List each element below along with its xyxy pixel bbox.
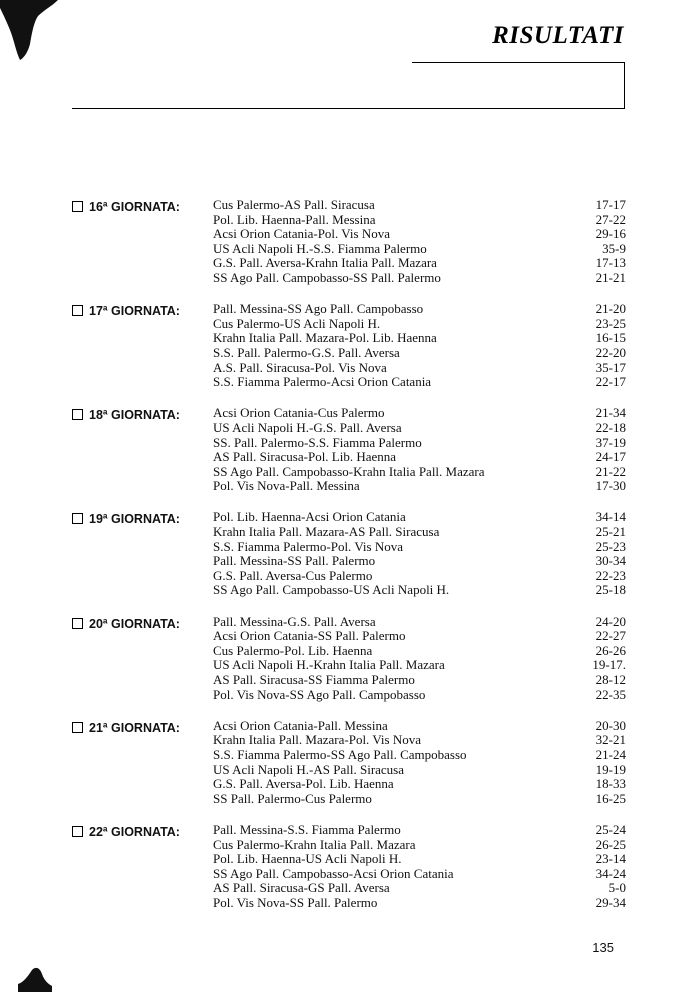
match-row	[213, 271, 626, 286]
match-row	[213, 361, 626, 376]
match-row	[213, 465, 626, 480]
round-label: 16ª GIORNATA:	[89, 200, 180, 214]
match-score: 29-34	[595, 894, 626, 910]
match-row	[213, 629, 626, 644]
match-teams: SS. Pall. Palermo-S.S. Fiamma Palermo	[213, 434, 422, 450]
round-heading	[72, 617, 212, 631]
round-block	[72, 823, 626, 911]
round-label: 21ª GIORNATA:	[89, 720, 180, 735]
match-teams: Cus Palermo-Krahn Italia Pall. Mazara	[213, 836, 416, 852]
match-row	[213, 881, 626, 896]
match-row	[213, 792, 626, 807]
match-row	[213, 896, 626, 911]
match-row	[213, 644, 626, 659]
match-teams: AS Pall. Siracusa-GS Pall. Aversa	[213, 880, 390, 896]
match-teams: AS Pall. Siracusa-Pol. Lib. Haenna	[213, 449, 397, 465]
match-score: 19-17.	[592, 657, 626, 673]
round-label: 22ª GIORNATA:	[89, 824, 180, 839]
match-row	[213, 554, 626, 569]
match-score: 35-17	[595, 359, 626, 375]
match-row	[213, 242, 626, 257]
match-score: 21-21	[595, 269, 626, 285]
match-row	[213, 777, 626, 792]
match-row	[213, 375, 626, 390]
match-score: 28-12	[595, 672, 626, 687]
match-row	[213, 719, 626, 734]
match-score: 22-17	[595, 374, 626, 390]
match-list	[213, 615, 626, 703]
match-score: 17-30	[595, 478, 626, 494]
match-teams: Cus Palermo-AS Pall. Siracusa	[213, 197, 375, 212]
match-teams: Pall. Messina-SS Ago Pall. Campobasso	[213, 301, 424, 317]
match-teams: US Acli Napoli H.-AS Pall. Siracusa	[213, 761, 405, 777]
round-block	[72, 615, 626, 703]
match-score: 24-20	[595, 613, 626, 629]
match-teams: Acsi Orion Catania-Cus Palermo	[213, 405, 385, 421]
match-score: 26-26	[595, 642, 626, 658]
header-rule	[72, 108, 624, 109]
checkbox-icon	[72, 201, 83, 212]
match-score: 26-25	[595, 836, 626, 852]
match-score: 32-21	[595, 732, 626, 748]
match-teams: G.S. Pall. Aversa-Cus Palermo	[213, 567, 373, 583]
checkbox-icon	[72, 305, 83, 316]
match-teams: Krahn Italia Pall. Mazara-AS Pall. Siracusa	[213, 524, 440, 540]
checkbox-icon	[72, 618, 83, 629]
match-teams: Pall. Messina-G.S. Pall. Aversa	[213, 613, 376, 629]
match-score: 29-16	[595, 226, 626, 242]
match-teams: Acsi Orion Catania-Pol. Vis Nova	[213, 226, 390, 242]
match-score: 25-23	[595, 538, 626, 554]
match-teams: US Acli Napoli H.-S.S. Fiamma Palermo	[213, 240, 427, 256]
match-teams: US Acli Napoli H.-G.S. Pall. Aversa	[213, 419, 402, 435]
match-score: 30-34	[595, 553, 626, 569]
match-teams: Acsi Orion Catania-Pall. Messina	[213, 717, 388, 733]
match-score: 34-24	[595, 865, 626, 881]
match-teams: S.S. Fiamma Palermo-Acsi Orion Catania	[213, 374, 432, 390]
match-teams: SS Ago Pall. Campobasso-US Acli Napoli H.	[213, 582, 450, 598]
match-score: 21-20	[595, 301, 626, 317]
match-list	[213, 510, 626, 598]
match-teams: US Acli Napoli H.-Krahn Italia Pall. Mazara	[213, 657, 445, 673]
round-heading	[72, 825, 212, 839]
match-teams: Pol. Vis Nova-SS Ago Pall. Campobasso	[213, 686, 426, 702]
page-number: 135	[592, 940, 614, 955]
match-row	[213, 450, 626, 465]
match-score: 27-22	[595, 211, 626, 227]
match-teams: AS Pall. Siracusa-SS Fiamma Palermo	[213, 672, 415, 687]
match-list	[213, 302, 626, 390]
round-label: 17ª GIORNATA:	[89, 304, 180, 319]
scan-artifact-top	[0, 0, 60, 62]
match-row	[213, 733, 626, 748]
match-teams: Pol. Lib. Haenna-Pall. Messina	[213, 211, 376, 227]
header-bracket	[412, 62, 625, 109]
checkbox-icon	[72, 722, 83, 733]
match-row	[213, 852, 626, 867]
match-teams: Pol. Vis Nova-SS Pall. Palermo	[213, 894, 378, 910]
match-row	[213, 421, 626, 436]
match-score: 18-33	[595, 776, 626, 792]
round-heading	[72, 512, 212, 526]
match-row	[213, 583, 626, 598]
match-score: 17-17	[595, 197, 626, 212]
match-score: 35-9	[602, 240, 626, 256]
match-list	[213, 406, 626, 494]
match-score: 20-30	[595, 717, 626, 733]
match-row	[213, 331, 626, 346]
round-heading	[72, 721, 212, 735]
match-score: 37-19	[595, 434, 626, 450]
match-score: 34-14	[595, 509, 626, 525]
match-score: 21-24	[595, 746, 626, 762]
match-list	[213, 198, 626, 286]
match-row	[213, 479, 626, 494]
match-teams: Krahn Italia Pall. Mazara-Pol. Lib. Haenna	[213, 330, 437, 346]
match-teams: A.S. Pall. Siracusa-Pol. Vis Nova	[213, 359, 387, 375]
round-label: 19ª GIORNATA:	[89, 512, 180, 527]
match-teams: Cus Palermo-US Acli Napoli H.	[213, 315, 381, 331]
match-row	[213, 688, 626, 703]
match-row	[213, 213, 626, 228]
match-teams: G.S. Pall. Aversa-Pol. Lib. Haenna	[213, 776, 394, 792]
scan-artifact-bottom	[18, 962, 52, 992]
checkbox-icon	[72, 826, 83, 837]
match-teams: S.S. Fiamma Palermo-Pol. Vis Nova	[213, 538, 404, 554]
match-score: 17-13	[595, 255, 626, 271]
round-block	[72, 406, 626, 494]
match-teams: Pol. Lib. Haenna-Acsi Orion Catania	[213, 509, 406, 525]
match-row	[213, 763, 626, 778]
round-block	[72, 198, 626, 286]
match-row	[213, 317, 626, 332]
match-row	[213, 406, 626, 421]
match-teams: Pol. Vis Nova-Pall. Messina	[213, 478, 360, 494]
match-score: 25-24	[595, 821, 626, 837]
match-teams: Pol. Lib. Haenna-US Acli Napoli H.	[213, 851, 402, 867]
match-list	[213, 823, 626, 911]
match-row	[213, 569, 626, 584]
match-score: 19-19	[595, 761, 626, 777]
checkbox-icon	[72, 409, 83, 420]
match-score: 22-23	[595, 567, 626, 583]
match-list	[213, 719, 626, 807]
match-teams: SS Ago Pall. Campobasso-Acsi Orion Catania	[213, 865, 454, 881]
match-row	[213, 867, 626, 882]
match-row	[213, 227, 626, 242]
round-heading	[72, 200, 212, 214]
match-score: 22-20	[595, 344, 626, 360]
round-label: 20ª GIORNATA:	[89, 616, 180, 631]
match-row	[213, 748, 626, 763]
round-label: 18ª GIORNATA:	[89, 408, 180, 423]
match-row	[213, 525, 626, 540]
round-block	[72, 719, 626, 807]
match-teams: S.S. Fiamma Palermo-SS Ago Pall. Campobasso	[213, 746, 467, 762]
match-row	[213, 256, 626, 271]
match-row	[213, 615, 626, 630]
match-score: 21-22	[595, 463, 626, 479]
match-row	[213, 302, 626, 317]
match-teams: SS Ago Pall. Campobasso-SS Pall. Palermo	[213, 269, 441, 285]
match-teams: G.S. Pall. Aversa-Krahn Italia Pall. Mazara	[213, 255, 437, 271]
match-teams: Pall. Messina-S.S. Fiamma Palermo	[213, 821, 401, 837]
results-list	[72, 198, 626, 927]
match-teams: S.S. Pall. Palermo-G.S. Pall. Aversa	[213, 344, 400, 360]
round-heading	[72, 304, 212, 318]
match-score: 25-21	[595, 524, 626, 540]
match-row	[213, 838, 626, 853]
match-score: 21-34	[595, 405, 626, 421]
match-row	[213, 436, 626, 451]
match-score: 24-17	[595, 449, 626, 465]
match-row	[213, 540, 626, 555]
match-teams: Acsi Orion Catania-SS Pall. Palermo	[213, 628, 406, 644]
match-score: 22-35	[595, 686, 626, 702]
page-title: RISULTATI	[492, 22, 624, 49]
match-score: 22-18	[595, 419, 626, 435]
match-score: 22-27	[595, 628, 626, 644]
match-teams: Pall. Messina-SS Pall. Palermo	[213, 553, 376, 569]
match-teams: Krahn Italia Pall. Mazara-Pol. Vis Nova	[213, 732, 422, 748]
match-teams: Cus Palermo-Pol. Lib. Haenna	[213, 642, 373, 658]
round-block	[72, 302, 626, 390]
match-score: 23-14	[595, 851, 626, 867]
match-row	[213, 823, 626, 838]
match-teams: SS Pall. Palermo-Cus Palermo	[213, 790, 372, 806]
round-heading	[72, 408, 212, 422]
match-score: 16-25	[595, 790, 626, 806]
match-teams: SS Ago Pall. Campobasso-Krahn Italia Pall. Mazara	[213, 463, 485, 479]
match-score: 25-18	[595, 582, 626, 598]
match-row	[213, 346, 626, 361]
match-score: 16-15	[595, 330, 626, 346]
match-score: 23-25	[595, 315, 626, 331]
match-row	[213, 673, 626, 688]
match-row	[213, 658, 626, 673]
round-block	[72, 510, 626, 598]
match-score: 5-0	[608, 880, 626, 896]
match-row	[213, 198, 626, 213]
match-row	[213, 510, 626, 525]
checkbox-icon	[72, 513, 83, 524]
